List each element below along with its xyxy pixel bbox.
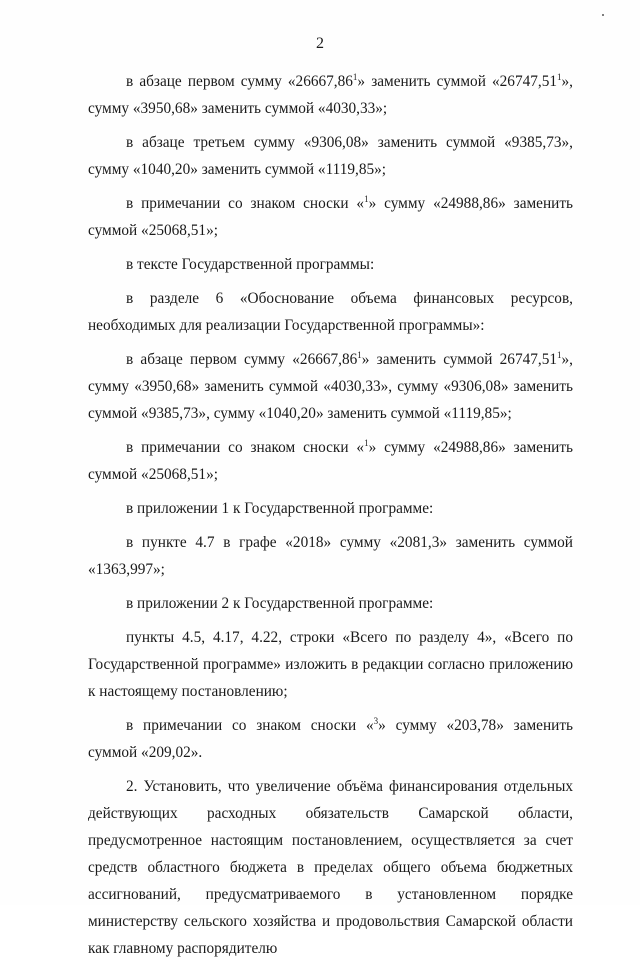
footnote-mark: 3: [373, 715, 379, 726]
paragraph-section-6-first-abzac: в абзаце первом сумму «26667,86$^1$» заменить суммой 26747,51$^1$», сумму «3950,68» заменить суммой «4030,33», сумму «9306,08» заменить суммой «9385,73», сумму «1040,20» заменить суммой «1119,85»;: [88, 349, 573, 422]
page-number: 2: [316, 35, 324, 52]
paragraph-footnote-3-note: в примечании со знаком сноски «$^3$» сумму «203,78» заменить суммой «209,02».: [88, 715, 573, 761]
paragraph-items-list: пункты 4.5, 4.17, 4.22, строки «Всего по разделу 4», «Всего по Государственной программе» изложить в редакции согласно приложению к настоящему постановлению;: [88, 629, 573, 700]
footnote-mark: 1: [364, 193, 369, 204]
paragraph-clause-2: 2. Установить, что увеличение объёма финансирования отдельных действующих расходных обязательств Самарской области, предусмотренное настоящим постановлением, осуществляется за счет средств областного бюджета в пределах общего объема бюджетных ассигнований, предусматриваемого в установленном порядке министерству сельского хозяйства и продовольствия Самарской области как главному распорядителю: [88, 778, 573, 957]
paragraph-program-text: в тексте Государственной программы:: [126, 256, 375, 273]
footnote-mark: 1: [357, 349, 362, 360]
document-body: [88, 68, 573, 969]
paragraph-appendix-2: в приложении 2 к Государственной программе:: [126, 595, 434, 612]
paragraph-amend-third-abzac: в абзаце третьем сумму «9306,08» заменить суммой «9385,73», сумму «1040,20» заменить суммой «1119,85»;: [88, 134, 573, 178]
scan-speck: [602, 14, 604, 16]
paragraph-section-6-footnote-note: в примечании со знаком сноски «$^1$» сумму «24988,86» заменить суммой «25068,51»;: [88, 437, 573, 483]
footnote-mark: 1: [557, 349, 562, 360]
footnote-mark: 1: [364, 437, 369, 448]
paragraph-item-4-7: в пункте 4.7 в графе «2018» сумму «2081,3» заменить суммой «1363,997»;: [88, 534, 573, 578]
footnote-mark: 1: [352, 71, 358, 82]
paragraph-section-6: в разделе 6 «Обоснование объема финансовых ресурсов, необходимых для реализации Государственной программы»:: [88, 290, 573, 334]
paragraph-appendix-1: в приложении 1 к Государственной программе:: [126, 500, 434, 517]
footnote-mark: 1: [557, 71, 562, 82]
paragraph-footnote-note: в примечании со знаком сноски «$^1$» сумму «24988,86» заменить суммой «25068,51»;: [88, 193, 573, 239]
paragraph-amend-first-abzac: в абзаце первом сумму «26667,86$^1$» заменить суммой «26747,51$^1$», сумму «3950,68» заменить суммой «4030,33»;: [88, 71, 573, 117]
